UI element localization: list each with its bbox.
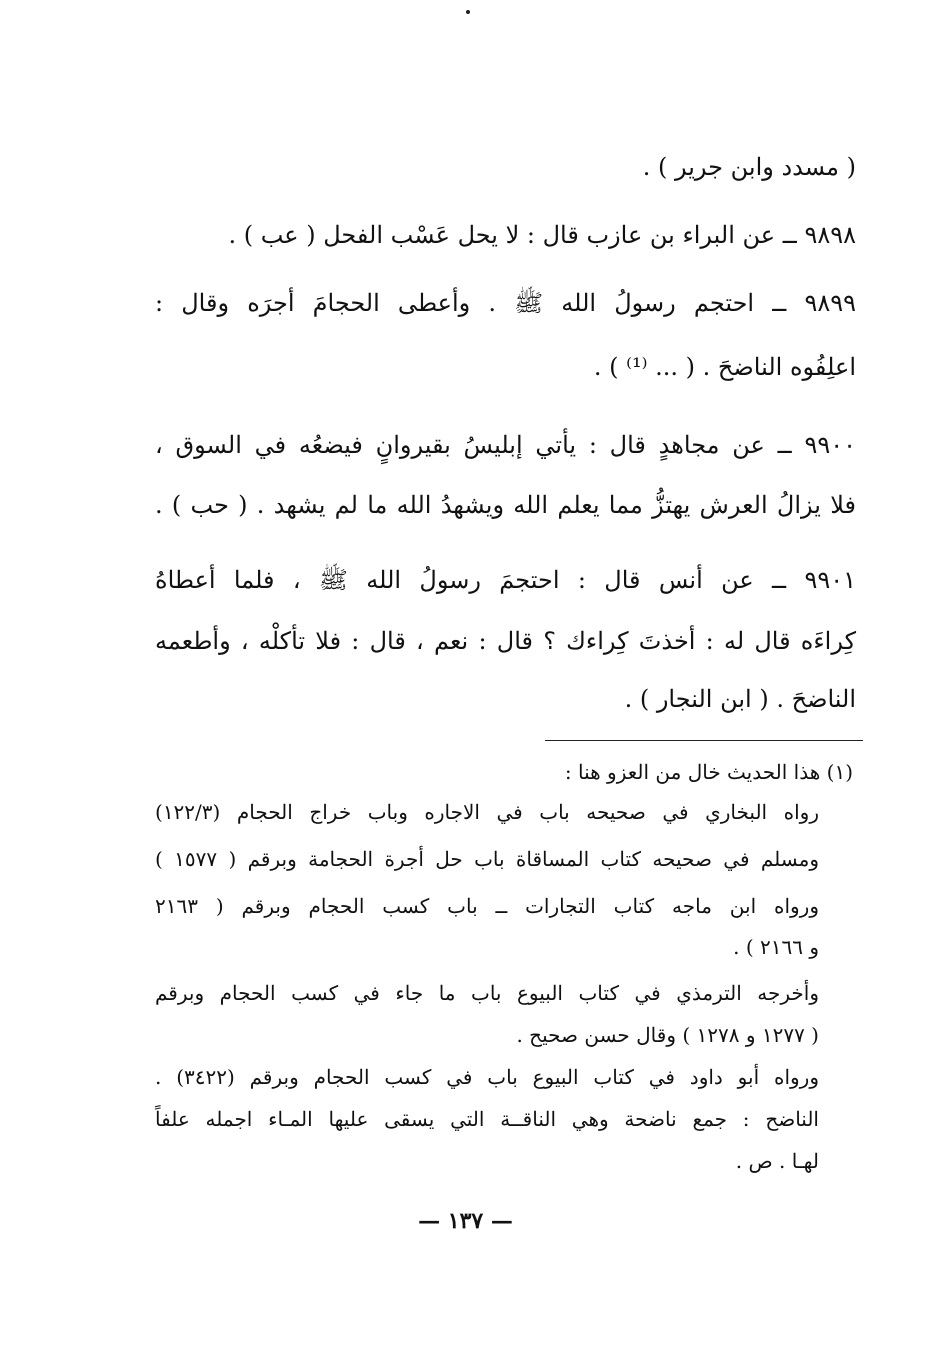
footnote-line-4: ورواه ابن ماجه كتاب التجارات ــ باب كسب الحجام وبرقم ( ٢١٦٣ bbox=[155, 894, 819, 918]
body-line-6: فلا يزالُ العرش يهتزُّ مما يعلم الله ويشهدُ الله ما لم يشهد . ( حب ) . bbox=[155, 491, 856, 519]
top-dot-mark bbox=[466, 10, 470, 14]
footnote-line-9: الناضح : جمع ناضحة وهي الناقــة التي يسقى عليها المـاء اجمله علفاً bbox=[155, 1107, 819, 1131]
footnote-line-8: ورواه أبو داود في كتاب البيوع باب في كسب الحجام وبرقم (٣٤٢٢) . bbox=[155, 1065, 819, 1089]
footnote-line-1: (١) هذا الحديث خال من العزو هنا : bbox=[564, 760, 853, 784]
body-line-1: ( مسدد وابن جرير ) . bbox=[642, 153, 856, 181]
page-number: — ١٣٧ — bbox=[418, 1208, 513, 1234]
footnote-line-10: لهـا . ص . bbox=[735, 1149, 819, 1173]
footnote-line-7: ( ١٢٧٧ و ١٢٧٨ ) وقال حسن صحيح . bbox=[516, 1023, 819, 1047]
footnote-line-6: وأخرجه الترمذي في كتاب البيوع باب ما جاء في كسب الحجام وبرقم bbox=[155, 981, 819, 1005]
body-line-8: كِراءَه قال له : أخذتَ كِراءك ؟ قال : نعم ، قال : فلا تأكلْه ، وأطعمه bbox=[155, 627, 856, 655]
body-line-9: الناضحَ . ( ابن النجار ) . bbox=[624, 685, 856, 713]
footnote-separator bbox=[545, 740, 863, 741]
body-line-2: ٩٨٩٨ ــ عن البراء بن عازب قال : لا يحل عَسْب الفحل ( عب ) . bbox=[228, 221, 856, 249]
body-line-4: اعلِفُوه الناضحَ . ( ... ⁽¹⁾ ) . bbox=[593, 353, 856, 381]
footnote-line-3: ومسلم في صحيحه كتاب المساقاة باب حل أجرة الحجامة وبرقم ( ١٥٧٧ ) bbox=[155, 847, 819, 871]
body-line-3: ٩٨٩٩ ــ احتجم رسولُ الله ﷺ . وأعطى الحجامَ أجرَه وقال : bbox=[155, 289, 856, 317]
footnote-line-5: و ٢١٦٦ ) . bbox=[733, 935, 819, 959]
body-line-5: ٩٩٠٠ ــ عن مجاهدٍ قال : يأتي إبليسُ بقيروانٍ فيضعُه في السوق ، bbox=[155, 431, 856, 459]
footnote-line-2: رواه البخاري في صحيحه باب في الاجاره وباب خراج الحجام (١٢٢/٣) bbox=[155, 800, 819, 824]
body-line-7: ٩٩٠١ ــ عن أنس قال : احتجمَ رسولُ الله ﷺ ، فلما أعطاهُ bbox=[155, 566, 856, 594]
